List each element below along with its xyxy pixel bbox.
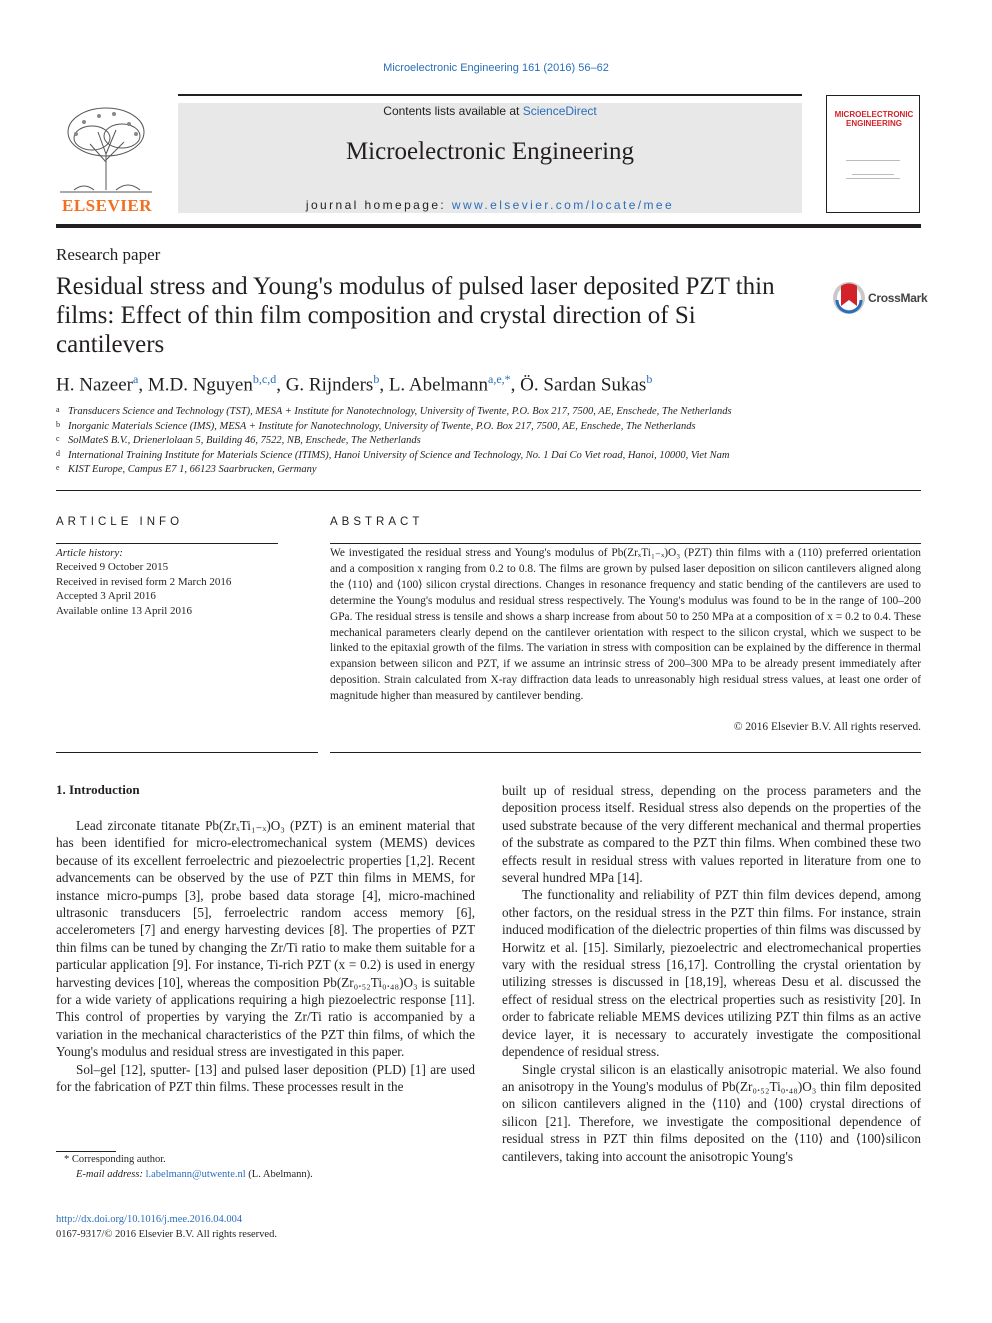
author-affil-mark[interactable]: a bbox=[133, 372, 139, 386]
paper-title: Residual stress and Young's modulus of pulsed laser deposited PZT thin films: Effect of thin film composition and crystal direction of Si cantilevers bbox=[56, 273, 775, 358]
elsevier-wordmark: ELSEVIER bbox=[62, 196, 152, 215]
affiliation-key: e bbox=[56, 463, 60, 472]
section-heading: 1. Introduction bbox=[56, 782, 140, 797]
author[interactable]: G. Rijnders bbox=[285, 374, 374, 396]
body-paragraph: Single crystal silicon is an elastically anisotropic material. We also found an anisotropy in the Young's modulus of Pb(Zr₀.₅₂Ti₀.₄₈)O₃ thin film deposited on silicon cantilevers aligned in the ⟨110⟩ and ⟨100⟩ crystal directions of silicon [21]. Therefore, we investigate the compositional dependence of residual stress in PZT thin films deposited on the ⟨110⟩ and ⟨100⟩silicon cantilevers, taking into account the anisotropic Young's bbox=[502, 1061, 921, 1164]
article-info-rule bbox=[56, 543, 278, 544]
cover-title bbox=[832, 110, 916, 128]
author-affil-mark[interactable]: b bbox=[373, 372, 380, 386]
paper-type: Research paper bbox=[56, 245, 161, 264]
history-entry: Available online 13 April 2016 bbox=[56, 604, 193, 617]
history-entry: Accepted 3 April 2016 bbox=[56, 590, 156, 603]
doi-block bbox=[56, 1213, 277, 1242]
cover-title-line-1: MICROELECTRONIC bbox=[834, 110, 914, 119]
abstract-rule bbox=[330, 543, 921, 544]
section-rule bbox=[330, 752, 921, 753]
affiliation bbox=[56, 434, 916, 449]
affiliation-key: a bbox=[56, 405, 60, 414]
abstract-text: We investigated the residual stress and Young's modulus of Pb(ZrₓTi₁₋ₓ)O₃ (PZT) thin films with a (110) preferred orientation and a composition x ranging from 0.2 to 0.8. The films are grown by pulsed laser deposition on silicon cantilevers aligned along the ⟨110⟩ and ⟨100⟩ silicon crystal directions. Changes in resonance frequency and static bending of the cantilevers are used to determine the Young's modulus and residual stress respectively. The Young's modulus was found to be in the range of 100–200 GPa. The residual stress is tensile and shows a sharp increase from about 50 to 250 MPa at a composition of x = 0.2 to 0.4. These mechanical parameters clearly depend on the cantilever orientation with respect to the silicon crystal, which we suspect to be linked to the epitaxial growth of the films. The variation in stress with composition can be explained by the difference in thermal expansion between silicon and PZT, if we assume an intrinsic stress of 200–300 MPa to be already present immediately after deposition. Strain calculated from X-ray diffraction data leads to unreasonably high residual stress values, at least one order of magnitude higher than measured by cantilever bending. bbox=[330, 547, 921, 703]
author[interactable]: Ö. Sardan Sukas bbox=[520, 374, 647, 396]
author-affil-mark[interactable]: a,e,* bbox=[488, 372, 511, 386]
affiliations bbox=[56, 405, 916, 478]
journal-title: Microelectronic Engineering bbox=[345, 138, 635, 165]
author-list: H. Nazeer$^a$, M.D. Nguyen$^{b,c,d}$, G. Rijnders$^b$, L. Abelmann$^{a,e,*}$, Ö. Sardan Sukas$^b$ bbox=[56, 372, 653, 396]
affiliation bbox=[56, 420, 916, 435]
affiliation-text: KIST Europe, Campus E7 1, 66123 Saarbrucken, Germany bbox=[68, 464, 317, 475]
email-label: E-mail address: bbox=[76, 1168, 146, 1180]
contents-prefix: Contents lists available at bbox=[383, 104, 523, 118]
cover-text-line bbox=[852, 174, 894, 175]
sciencedirect-link[interactable]: ScienceDirect bbox=[522, 104, 597, 118]
history-entry: Received 9 October 2015 bbox=[56, 561, 169, 574]
issn-copyright: 0167-9317/© 2016 Elsevier B.V. All rights reserved. bbox=[56, 1228, 277, 1240]
abstract-heading: ABSTRACT bbox=[330, 516, 424, 528]
corresponding-author-text: Corresponding author. bbox=[71, 1154, 166, 1165]
body-paragraph: Sol–gel [12], sputter- [13] and pulsed laser deposition (PLD) [1] are used for the fabrication of PZT thin films. These processes result in the bbox=[56, 1061, 475, 1095]
doi-link[interactable]: http://dx.doi.org/10.1016/j.mee.2016.04.004 bbox=[56, 1214, 243, 1225]
cover-text-line bbox=[846, 178, 900, 179]
email-owner: (L. Abelmann). bbox=[245, 1168, 313, 1180]
affiliation-key: c bbox=[56, 434, 60, 443]
affiliation-text: Inorganic Materials Science (IMS), MESA + Institute for Nanotechnology, University of Twente, P.O. Box 217, 7500, AE, Enschede, The Netherlands bbox=[68, 420, 696, 432]
journal-homepage bbox=[178, 198, 802, 212]
homepage-link[interactable]: www.elsevier.com/locate/mee bbox=[451, 198, 675, 212]
history-entry: Received in revised form 2 March 2016 bbox=[56, 575, 232, 588]
footnote-mark: * bbox=[64, 1154, 70, 1165]
affiliation bbox=[56, 405, 916, 420]
affiliation-key: d bbox=[56, 448, 60, 458]
crossmark-label[interactable]: CrossMark bbox=[868, 291, 928, 305]
section-rule bbox=[56, 752, 318, 753]
contents-line bbox=[178, 104, 802, 118]
abstract-copyright: © 2016 Elsevier B.V. All rights reserved. bbox=[733, 721, 921, 733]
affiliation-text: SolMateS B.V., Drienerlolaan 5, Building 46, 7522, NB, Enschede, The Netherlands bbox=[68, 435, 421, 446]
affiliation-text: Transducers Science and Technology (TST), MESA + Institute for Nanotechnology, University of Twente, P.O. Box 217, 7500, AE, Enschede, The Netherlands bbox=[68, 406, 732, 417]
corresponding-author-note bbox=[56, 1153, 476, 1168]
journal-reference[interactable]: Microelectronic Engineering 161 (2016) 56–62 bbox=[383, 62, 609, 74]
email-note bbox=[56, 1168, 476, 1183]
author-affil-mark[interactable]: b bbox=[646, 372, 653, 386]
article-info-heading: ARTICLE INFO bbox=[56, 516, 184, 528]
body-column-right bbox=[502, 782, 921, 1165]
author[interactable]: H. Nazeer bbox=[56, 374, 134, 396]
header-rule bbox=[56, 224, 921, 228]
history-label: Article history: bbox=[56, 547, 123, 559]
author[interactable]: L. Abelmann bbox=[388, 374, 489, 396]
email-link[interactable]: l.abelmann@utwente.nl bbox=[145, 1168, 246, 1180]
affiliation bbox=[56, 463, 916, 478]
author-affil-mark[interactable]: b,c,d bbox=[252, 372, 277, 386]
section-rule bbox=[56, 490, 921, 491]
body-paragraph: built up of residual stress, depending on the process parameters and the deposition process itself. Residual stress also depends on the properties of the used substrate because of the very different mechanical and thermal properties of the substrate as compared to the PZT thin films. When combined these two effects result in residual stress with values reported in literature from one to several hundred MPa [14]. bbox=[502, 783, 921, 886]
affiliation-key: b bbox=[56, 419, 60, 429]
affiliation-text: International Training Institute for Materials Science (ITIMS), Hanoi University of Science and Technology, No. 1 Dai Co Viet road, Hanoi, 10000, Viet Nam bbox=[68, 449, 730, 461]
homepage-prefix: journal homepage: bbox=[305, 198, 452, 212]
footnote-rule bbox=[56, 1151, 116, 1152]
body-paragraph: The functionality and reliability of PZT thin film devices depend, among other factors, on the residual stress in the PZT thin films. For instance, strain induced modification of the dielectric properties of thin films was discussed by Horwitz et al. [15]. Similarly, piezoelectric and electromechanical properties vary with the residual stress [16,17]. Controlling the crystal orientation by utilizing stresses is discussed in [18,19], whereas Desu et al. discussed the effect of residual stress on the electrical properties such as resistivity [20]. In order to fabricate reliable MEMS devices utilizing PZT thin films as an active device layer, it is necessary to accurately investigate the compositional dependence of residual stress. bbox=[502, 887, 921, 1060]
article-history bbox=[56, 546, 286, 618]
body-paragraph: Lead zirconate titanate Pb(ZrₓTi₁₋ₓ)O₃ (PZT) is an eminent material that has been identified for micro-electromechanical system (MEMS) devices because of its excellent ferroelectric and piezoelectric properties [1,2]. Recent advancements can be observed by the use of PZT thin films in MEMS, for instance micro-pumps [3], probe based data storage [4], micro-machined ultrasonic transducers [5], ferroelectric random access memory [6], accelerometers [7] and energy harvesting devices [8]. The properties of PZT thin films can be tuned by changing the Zr/Ti ratio to make them suitable for a particular application [9]. For instance, Ti-rich PZT (x = 0.2) is used in energy harvesting devices [10], whereas the composition Pb(Zr₀.₅₂Ti₀.₄₈)O₃ is suitable for a wide variety of applications requiring a high piezoelectric response [11]. This control of properties by varying the Zr/Ti ratio is accompanied by a variation in the mechanical characteristics of the PZT thin films, of which the Young's modulus and residual stress are investigated in this paper. bbox=[56, 818, 475, 1060]
banner-top-rule bbox=[178, 94, 802, 96]
footnote bbox=[56, 1153, 476, 1182]
cover-title-line-2: ENGINEERING bbox=[845, 119, 902, 128]
author[interactable]: M.D. Nguyen bbox=[147, 374, 253, 396]
affiliation bbox=[56, 449, 916, 464]
body-column-left bbox=[56, 817, 475, 1096]
cover-text-line bbox=[846, 160, 900, 161]
